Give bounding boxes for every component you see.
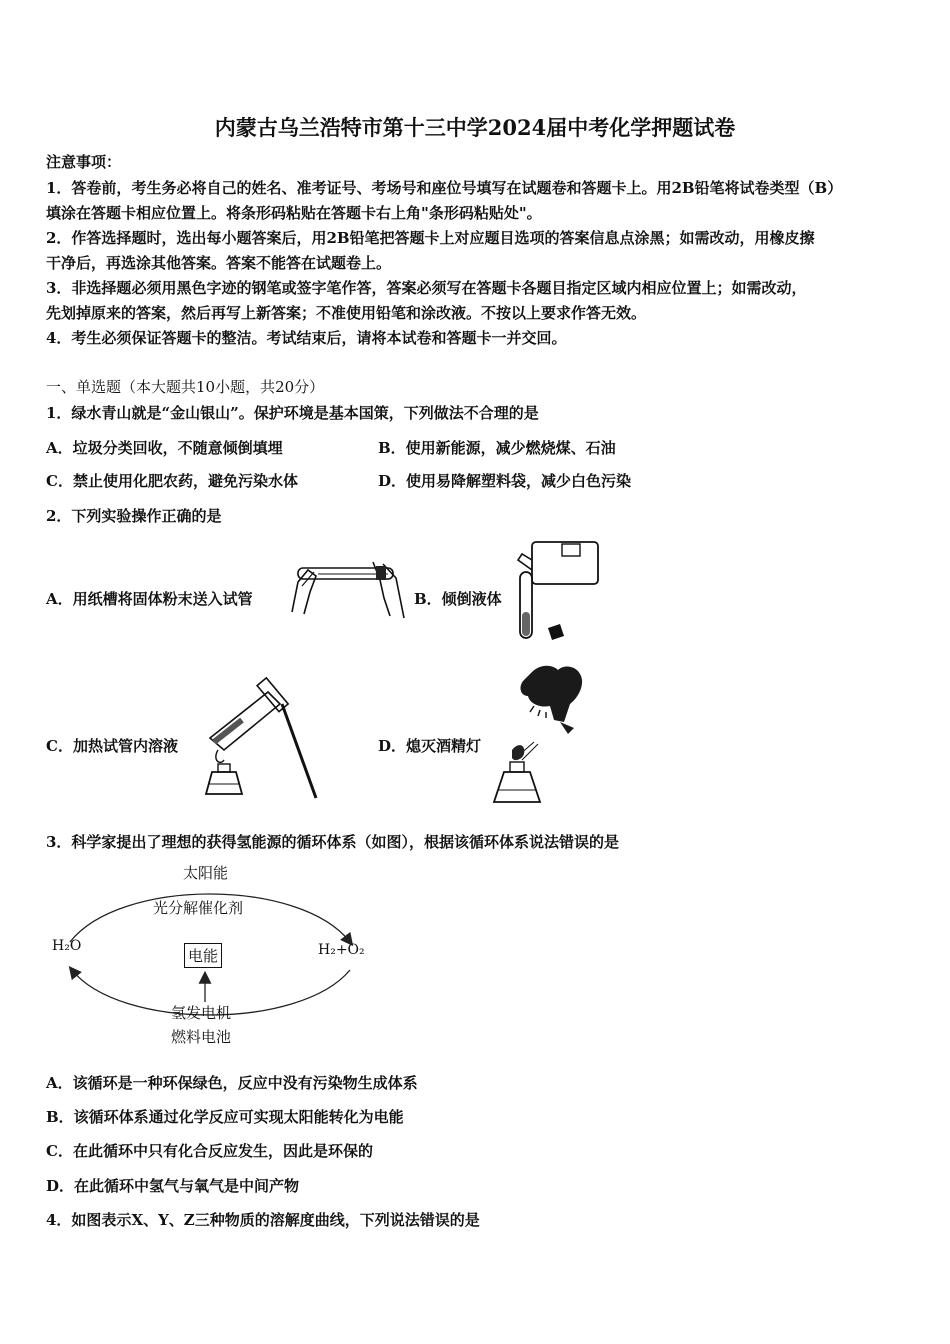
q3-option-d: D．在此循环中氢气与氧气是中间产物 [46,1177,300,1195]
q1-option-a: A．垃圾分类回收，不随意倾倒填埋 [46,439,283,457]
q3-option-b: B．该循环体系通过化学反应可实现太阳能转化为电能 [46,1108,404,1126]
question-3-stem: 3．科学家提出了理想的获得氢能源的循环体系（如图），根据该循环体系说法错误的是 [46,833,619,851]
notice-heading: 注意事项： [46,153,122,171]
q2-option-b: B．倾倒液体 [414,590,502,608]
notice-line: 干净后，再选涂其他答案。答案不能答在试题卷上。 [46,254,392,272]
diagram-solar-energy: 太阳能 [183,864,229,882]
q1-option-c: C．禁止使用化肥农药，避免污染水体 [46,472,298,490]
q3-option-a: A．该循环是一种环保绿色，反应中没有污染物生成体系 [46,1074,418,1092]
diagram-electric-energy: 电能 [184,943,222,968]
heating-test-tube-illustration [198,676,328,806]
diagram-water: H₂O [52,938,82,954]
q2-option-d: D．熄灭酒精灯 [378,737,482,755]
exam-title: 内蒙古乌兰浩特市第十三中学2024届中考化学押题试卷 [214,115,736,140]
diagram-hydrogen-generator: 氢发电机 [171,1004,232,1022]
notice-line: 填涂在答题卡相应位置上。将条形码粘贴在答题卡右上角"条形码粘贴处"。 [46,204,542,222]
notice-line: 4．考生必须保证答题卡的整洁。考试结束后，请将本试卷和答题卡一并交回。 [46,329,567,347]
diagram-fuel-cell: 燃料电池 [171,1028,232,1046]
notice-line: 先划掉原来的答案，然后再写上新答案；不准使用铅笔和涂改液。不按以上要求作答无效。 [46,304,647,322]
pouring-liquid-illustration [512,540,604,648]
q1-option-d: D．使用易降解塑料袋，减少白色污染 [378,472,632,490]
q3-option-c: C．在此循环中只有化合反应发生，因此是环保的 [46,1142,373,1160]
question-1-stem: 1．绿水青山就是“金山银山”。保护环境是基本国策，下列做法不合理的是 [46,404,539,422]
paper-trough-illustration [278,552,408,622]
q1-option-b: B．使用新能源，减少燃烧煤、石油 [378,439,616,457]
blowing-lamp-illustration [490,662,600,808]
question-2-stem: 2．下列实验操作正确的是 [46,507,222,525]
q2-option-c: C．加热试管内溶液 [46,737,178,755]
notice-line: 2．作答选择题时，选出每小题答案后，用2B铅笔把答题卡上对应题目选项的答案信息点涂黑；如需改动，用橡皮擦 [46,229,815,247]
notice-line: 3．非选择题必须用黑色字迹的钢笔或签字笔作答，答案必须写在答题卡各题目指定区域内相应位置上；如需改动， [46,279,807,297]
question-4-stem: 4．如图表示X、Y、Z三种物质的溶解度曲线，下列说法错误的是 [46,1211,480,1229]
notice-line: 1．答卷前，考生务必将自己的姓名、准考证号、考场号和座位号填写在试题卷和答题卡上。用2B铅笔将试卷类型（B） [46,179,843,197]
diagram-photocatalyst: 光分解催化剂 [153,899,244,917]
q2-option-a: A．用纸槽将固体粉末送入试管 [46,590,253,608]
section-heading: 一、单选题（本大题共10小题，共20分） [46,378,325,396]
diagram-h2-o2: H₂+O₂ [318,942,365,958]
